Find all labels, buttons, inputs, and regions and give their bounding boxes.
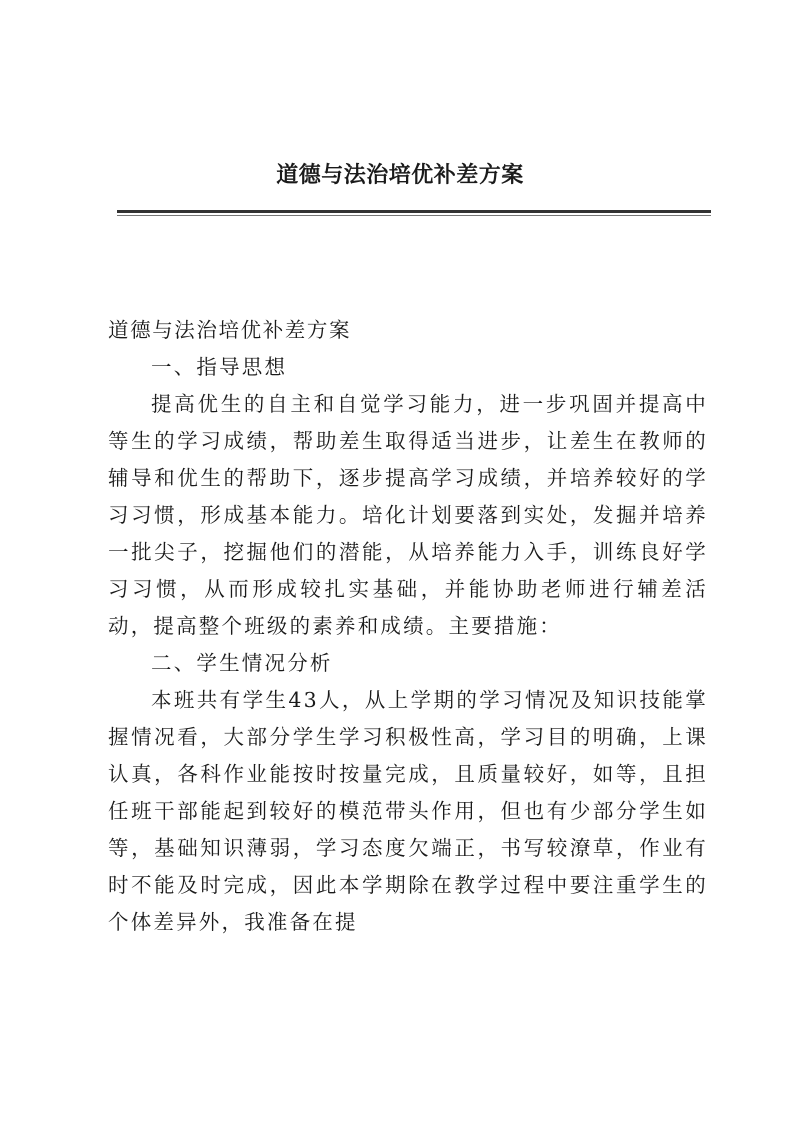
section-heading-guiding-ideology: 一、指导思想 (151, 355, 288, 379)
document-body (108, 312, 708, 941)
paragraph-student-analysis: 本班共有学生43人，从上学期的学习情况及知识技能掌握情况看，大部分学生学习积极性高，学习目的明确，上课认真，各科作业能按时按量完成，且质量较好，如等，且担任班干部能起到较好的模范带头作用，但也有少部分学生如等，基础知识薄弱，学习态度欠端正，书写较潦草，作业有时不能及时完成，因此本学期除在教学过程中要注重学生的个体差异外，我准备在提 (108, 688, 708, 934)
paragraph-guiding-ideology: 提高优生的自主和自觉学习能力，进一步巩固并提高中等生的学习成绩，帮助差生取得适当进步，让差生在教师的辅导和优生的帮助下，逐步提高学习成绩，并培养较好的学习习惯，形成基本能力。培化计划要落到实处，发掘并培养一批尖子，挖掘他们的潜能，从培养能力入手，训练良好学习习惯，从而形成较扎实基础，并能协助老师进行辅差活动，提高整个班级的素养和成绩。主要措施： (108, 392, 708, 638)
header-rule (117, 210, 711, 213)
document-title: 道德与法治培优补差方案 (108, 318, 352, 342)
section-heading-student-analysis: 二、学生情况分析 (151, 651, 333, 675)
page-header-title: 道德与法治培优补差方案 (276, 162, 524, 188)
